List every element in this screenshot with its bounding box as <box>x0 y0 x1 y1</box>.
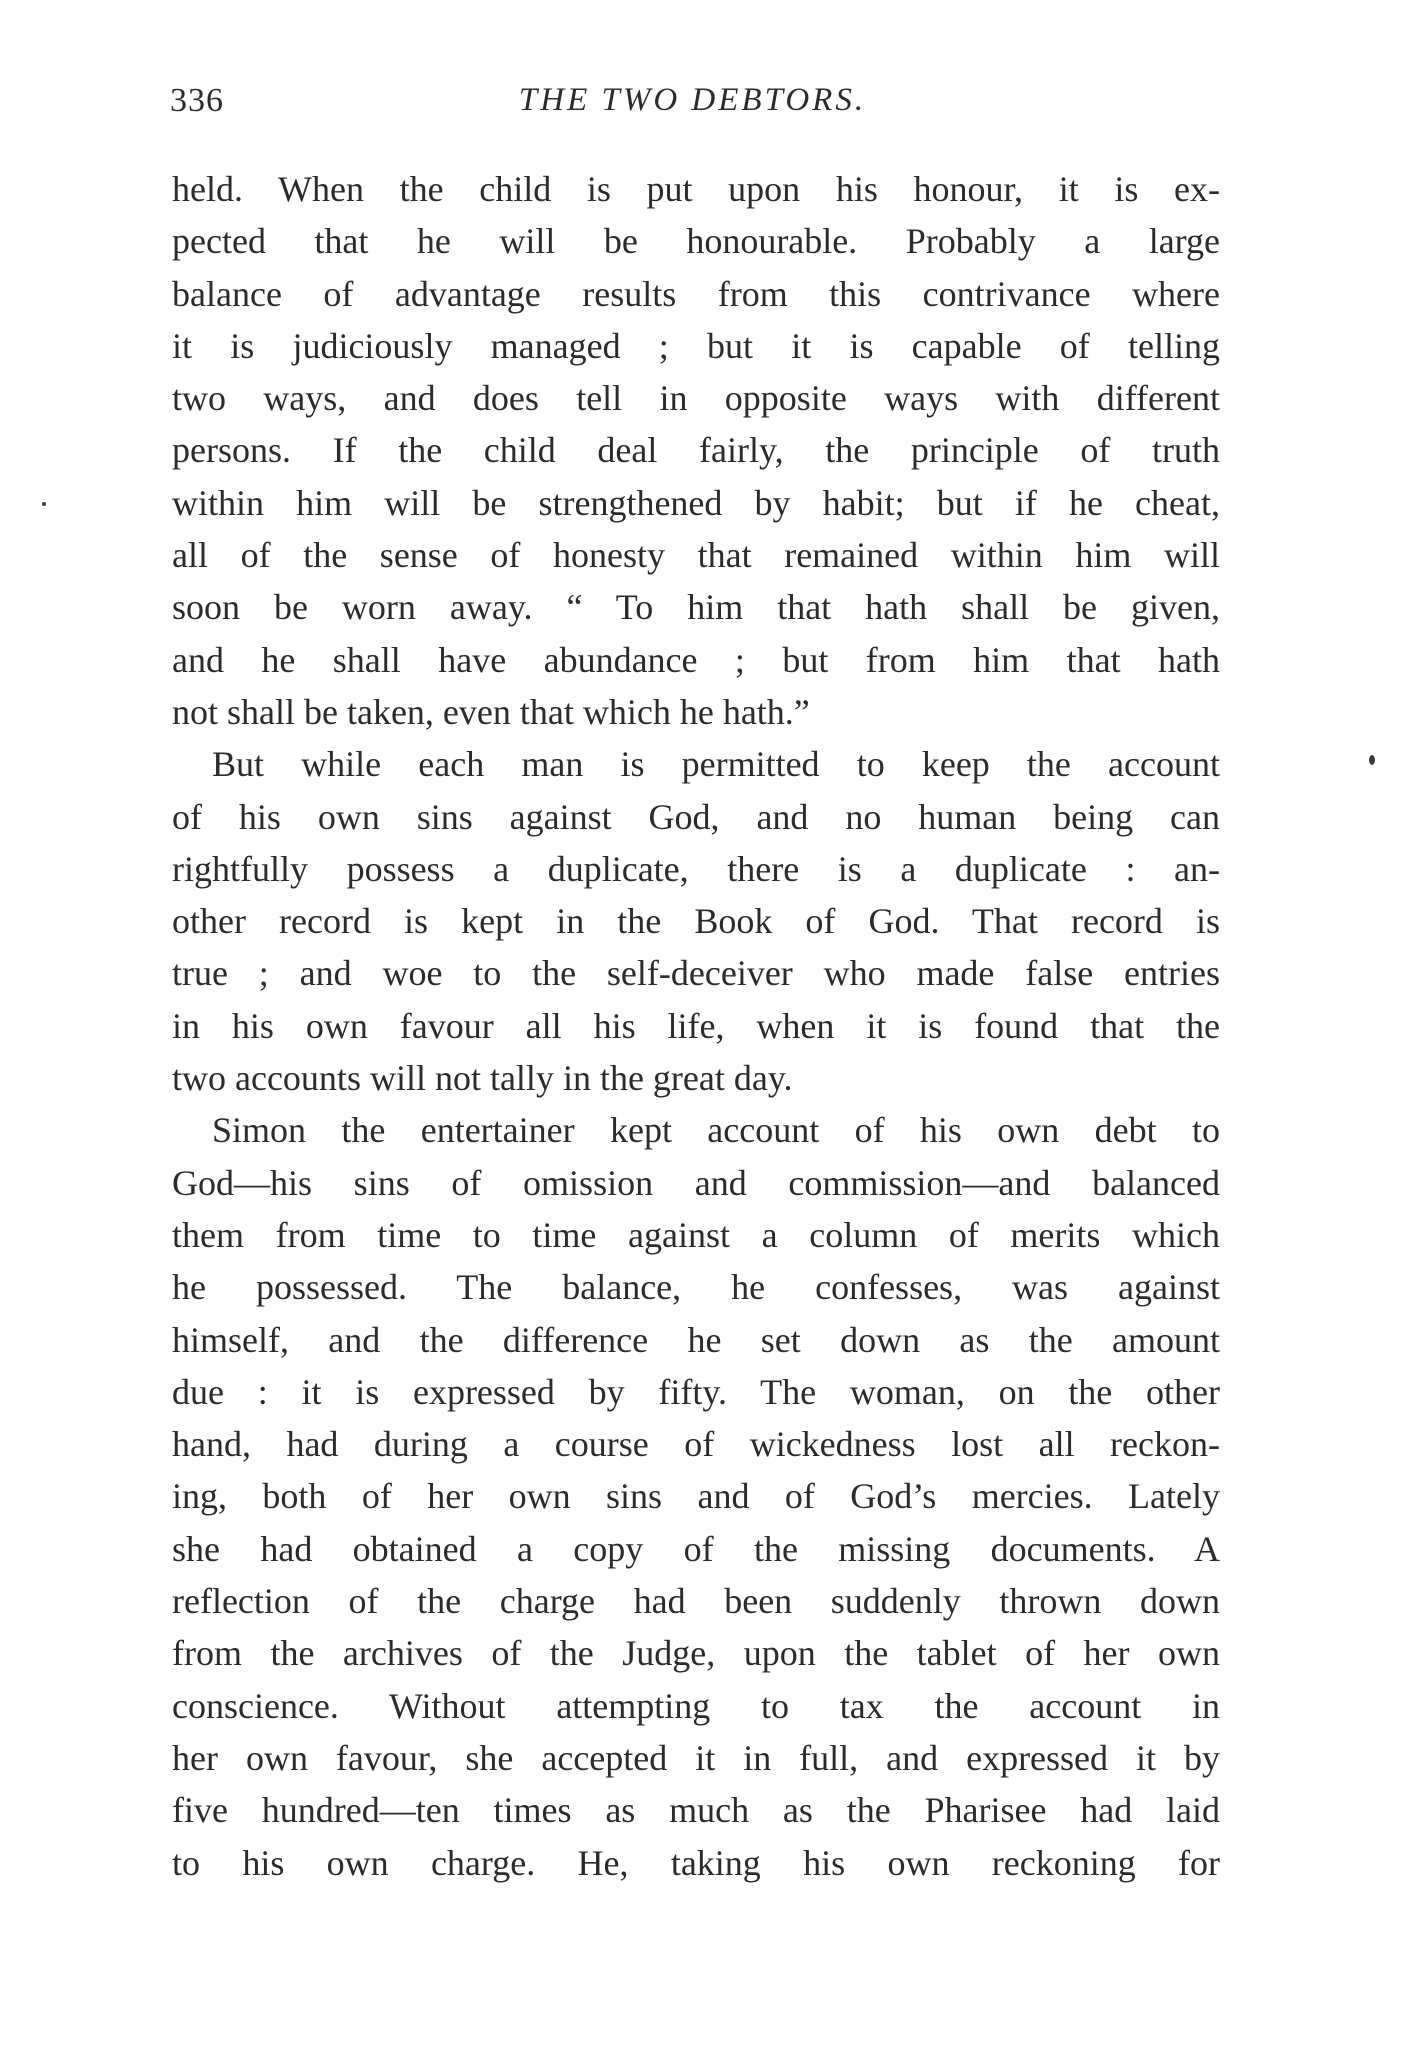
text-line: five hundred—ten times as much as the Pharisee had laid <box>172 1790 1220 1831</box>
text-line: and he shall have abundance ; but from him that hath <box>172 639 1220 680</box>
text-line: her own favour, she accepted it in full, and expressed it by <box>172 1737 1220 1778</box>
text-line: reflection of the charge had been suddenly thrown down <box>172 1581 1220 1622</box>
text-line: hand, had during a course of wickedness lost all reckon- <box>172 1424 1220 1465</box>
text-line: in his own favour all his life, when it is found that the <box>172 1005 1220 1046</box>
text-line: himself, and the difference he set down as the amount <box>172 1319 1220 1360</box>
text-line: he possessed. The balance, he confesses, was against <box>172 1267 1220 1308</box>
text-line: conscience. Without attempting to tax the account in <box>172 1685 1220 1726</box>
text-line: due : it is expressed by fifty. The woman, on the other <box>172 1371 1220 1412</box>
text-line: God—his sins of omission and commission—and balanced <box>172 1162 1220 1203</box>
paragraph-1 <box>172 163 1220 738</box>
text-line: other record is kept in the Book of God. That record is <box>172 901 1220 942</box>
text-line: rightfully possess a duplicate, there is a duplicate : an- <box>172 848 1220 889</box>
text-line: them from time to time against a column of merits which <box>172 1214 1220 1255</box>
text-line: ing, both of her own sins and of God’s mercies. Lately <box>172 1476 1220 1517</box>
scan-speck <box>42 502 46 506</box>
text-line: within him will be strengthened by habit; but if he cheat, <box>172 482 1220 523</box>
page-header <box>170 82 1215 122</box>
text-line: all of the sense of honesty that remained within him will <box>172 535 1220 576</box>
scan-speck <box>1369 755 1375 765</box>
text-line: But while each man is permitted to keep the account <box>212 744 1220 785</box>
text-line: it is judiciously managed ; but it is capable of telling <box>172 325 1220 366</box>
paragraph-3 <box>172 1104 1220 1888</box>
text-line: true ; and woe to the self-deceiver who made false entries <box>172 953 1220 994</box>
body-text <box>172 163 1220 1889</box>
text-line: held. When the child is put upon his honour, it is ex- <box>172 169 1220 209</box>
text-line: to his own charge. He, taking his own reckoning for <box>172 1842 1220 1883</box>
text-line: persons. If the child deal fairly, the principle of truth <box>172 430 1220 471</box>
text-line: not shall be taken, even that which he hath.” <box>172 691 810 732</box>
running-title: THE TWO DEBTORS. <box>518 82 867 118</box>
text-line: two accounts will not tally in the great day. <box>172 1058 793 1099</box>
text-line: from the archives of the Judge, upon the tablet of her own <box>172 1633 1220 1674</box>
text-line: Simon the entertainer kept account of his own debt to <box>212 1110 1220 1151</box>
page-number: 336 <box>170 82 224 119</box>
text-line: two ways, and does tell in opposite ways with different <box>172 378 1220 419</box>
text-line: pected that he will be honourable. Probably a large <box>172 221 1220 262</box>
text-line: soon be worn away. “ To him that hath shall be given, <box>172 587 1220 628</box>
paragraph-2 <box>172 738 1220 1104</box>
text-line: balance of advantage results from this contrivance where <box>172 273 1220 314</box>
text-line: of his own sins against God, and no human being can <box>172 796 1220 837</box>
text-line: she had obtained a copy of the missing documents. A <box>172 1528 1220 1569</box>
